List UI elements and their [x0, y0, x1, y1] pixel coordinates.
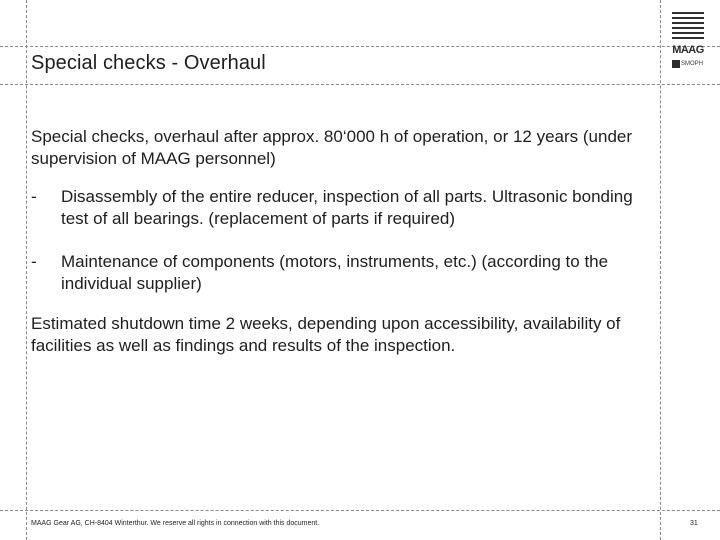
bullet-item [31, 251, 661, 295]
logo-square-icon [672, 60, 680, 68]
slide-body [31, 126, 661, 357]
bullet-item [31, 186, 661, 230]
top-guide-line [0, 46, 720, 47]
logo-subbrand-text: SMOPH [681, 61, 704, 67]
footer-copyright: MAAG Gear AG, CH-8404 Winterthur. We reserve all rights in connection with this document. [31, 520, 320, 527]
intro-paragraph: Special checks, overhaul after approx. 80‘000 h of operation, or 12 years (under supervision of MAAG personnel) [31, 127, 633, 168]
title-guide-line [0, 84, 720, 85]
page-number: 31 [690, 520, 698, 527]
maag-logo [668, 8, 708, 74]
logo-wordmark: MAAG [672, 44, 704, 56]
bullet-marker: - [31, 252, 37, 271]
footer-guide-line [0, 510, 720, 511]
left-guide-line [26, 0, 27, 540]
bullet-marker: - [31, 187, 37, 206]
bullet-text: Disassembly of the entire reducer, inspection of all parts. Ultrasonic bonding test of all bearings. (replacement of parts if required) [61, 187, 633, 228]
closing-paragraph: Estimated shutdown time 2 weeks, depending upon accessibility, availability of facilities as well as findings and results of the inspection. [31, 314, 621, 355]
slide-title: Special checks - Overhaul [31, 52, 266, 74]
bullet-text: Maintenance of components (motors, instruments, etc.) (according to the individual supplier) [61, 252, 609, 293]
logo-subbrand [672, 60, 706, 69]
